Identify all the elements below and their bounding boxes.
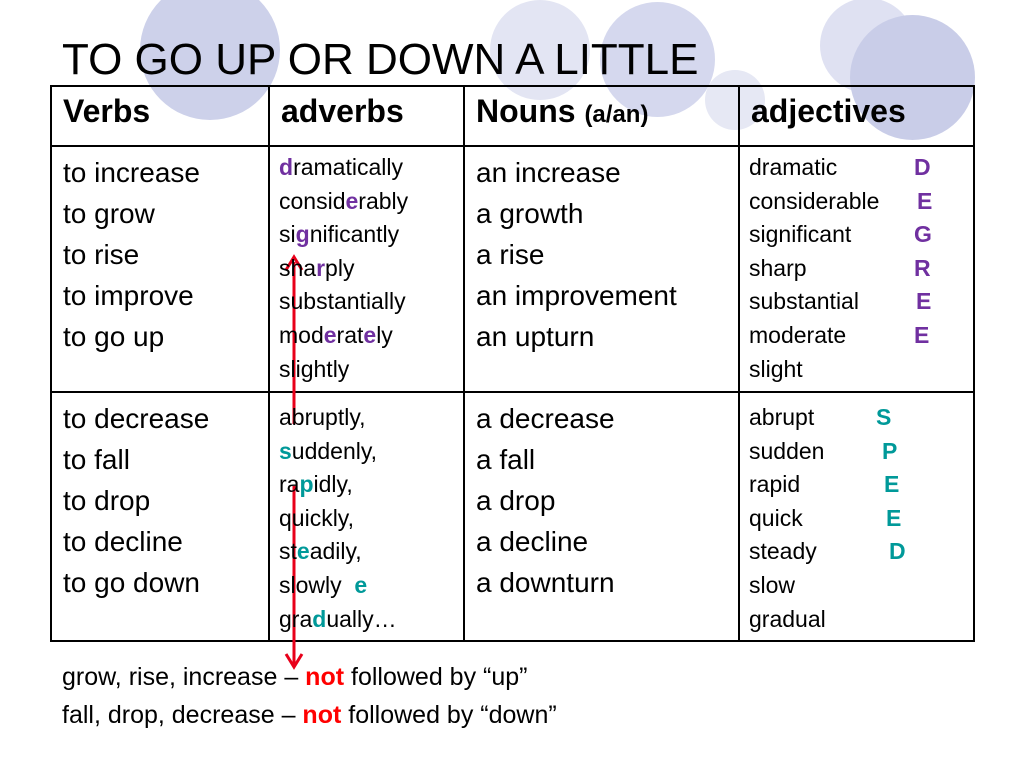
adverb-highlight-letter: p bbox=[299, 471, 314, 498]
adjective-word: gradual bbox=[749, 605, 826, 632]
note-up-after: followed by “up” bbox=[344, 663, 528, 691]
adverb-item bbox=[279, 603, 463, 637]
adjective-item bbox=[749, 285, 973, 319]
adverb-text: uddenly, bbox=[291, 437, 378, 464]
adverb-highlight-letter: s bbox=[279, 437, 292, 464]
adverb-item bbox=[279, 185, 463, 219]
adverb-text: slightly bbox=[279, 355, 350, 382]
adverb-highlight-letter: g bbox=[295, 221, 310, 248]
header-adverbs: adverbs bbox=[269, 86, 464, 146]
adverb-item bbox=[279, 285, 463, 319]
down-adverbs-list bbox=[270, 393, 463, 636]
adjective-letter: E bbox=[884, 471, 900, 498]
down-adverbs-cell bbox=[269, 392, 464, 641]
adverb-highlight-letter: e bbox=[323, 321, 337, 348]
adverb-text: st bbox=[279, 538, 297, 565]
adverb-item bbox=[279, 151, 463, 185]
adverb-text: ply bbox=[325, 254, 355, 281]
note-up bbox=[62, 661, 527, 693]
note-down-before: fall, drop, decrease – bbox=[62, 701, 303, 729]
header-nouns-label: Nouns bbox=[476, 93, 576, 129]
adverb-item bbox=[279, 218, 463, 252]
adjective-item bbox=[749, 353, 973, 387]
header-row bbox=[51, 86, 974, 146]
adverb-text: substantially bbox=[279, 288, 406, 315]
adjective-item bbox=[749, 569, 973, 603]
list-item: to drop bbox=[63, 485, 151, 516]
adverb-text: ly bbox=[376, 321, 393, 348]
adjective-word: sudden bbox=[749, 437, 825, 464]
down-nouns-cell bbox=[464, 392, 739, 641]
page-title: TO GO UP OR DOWN A LITTLE bbox=[62, 35, 699, 84]
list-item: to decrease bbox=[63, 403, 210, 434]
up-nouns-cell bbox=[464, 146, 739, 392]
adjective-item bbox=[749, 502, 973, 536]
list-item: to fall bbox=[63, 444, 130, 475]
adverb-text: nificantly bbox=[309, 221, 400, 248]
up-adjectives-cell bbox=[739, 146, 974, 392]
list-item: to go up bbox=[63, 321, 165, 352]
list-item: a drop bbox=[476, 485, 556, 516]
list-item: a decrease bbox=[476, 403, 615, 434]
adverb-highlight-letter: e bbox=[345, 187, 359, 214]
adverb-text: gra bbox=[279, 605, 313, 632]
adjective-item bbox=[749, 185, 973, 219]
adverb-highlight-letter: e bbox=[354, 571, 368, 598]
down-verbs-cell bbox=[51, 392, 269, 641]
adjective-item bbox=[749, 252, 973, 286]
adverb-highlight-letter: d bbox=[279, 154, 294, 180]
up-verbs-list bbox=[52, 147, 268, 357]
adverb-text: ra bbox=[279, 471, 300, 498]
up-verbs-cell bbox=[51, 146, 269, 392]
header-nouns-article: (a/an) bbox=[584, 101, 649, 128]
adverb-text: sha bbox=[279, 254, 317, 281]
note-down-not: not bbox=[302, 701, 342, 729]
header-verbs: Verbs bbox=[51, 86, 269, 146]
adverb-text: abruptly, bbox=[279, 404, 366, 430]
adjective-word: significant bbox=[749, 221, 852, 248]
adverb-highlight-letter: e bbox=[363, 321, 377, 348]
header-nouns bbox=[464, 86, 739, 146]
adjective-word: moderate bbox=[749, 321, 847, 348]
list-item: an upturn bbox=[476, 321, 595, 352]
up-adverbs-cell bbox=[269, 146, 464, 392]
adjective-letter: E bbox=[914, 321, 930, 348]
adjective-word: substantial bbox=[749, 288, 859, 315]
adjective-letter: P bbox=[882, 437, 898, 464]
adjective-word: abrupt bbox=[749, 404, 815, 430]
list-item: a decline bbox=[476, 526, 589, 557]
adverb-item bbox=[279, 502, 463, 536]
down-nouns-list bbox=[465, 393, 738, 603]
list-item: to improve bbox=[63, 280, 194, 311]
adjective-item bbox=[749, 435, 973, 469]
table-row-up bbox=[51, 146, 974, 392]
adjective-letter: G bbox=[914, 221, 932, 248]
note-down-after: followed by “down” bbox=[341, 701, 557, 729]
adverb-highlight-letter: d bbox=[312, 605, 327, 632]
down-adjectives-cell bbox=[739, 392, 974, 641]
adverb-item bbox=[279, 435, 463, 469]
list-item: to increase bbox=[63, 157, 200, 188]
adverb-item bbox=[279, 252, 463, 286]
adjective-letter: R bbox=[914, 254, 931, 281]
adjective-word: slight bbox=[749, 355, 803, 382]
adverb-item bbox=[279, 535, 463, 569]
adverb-text: consid bbox=[279, 187, 346, 214]
adjective-item bbox=[749, 535, 973, 569]
list-item: to go down bbox=[63, 567, 200, 598]
down-verbs-list bbox=[52, 393, 268, 603]
adjective-letter: E bbox=[916, 288, 932, 315]
adverb-item bbox=[279, 569, 463, 603]
adjective-item bbox=[749, 151, 973, 185]
adjective-word: slow bbox=[749, 571, 796, 598]
adverb-text: slowly bbox=[279, 571, 355, 598]
adjective-item bbox=[749, 218, 973, 252]
adjective-word: quick bbox=[749, 504, 803, 531]
adjective-word: sharp bbox=[749, 254, 807, 281]
adjective-letter: E bbox=[886, 504, 902, 531]
vocabulary-table bbox=[50, 85, 975, 642]
adverb-text: rably bbox=[358, 187, 409, 214]
adjective-item bbox=[749, 401, 973, 435]
up-adjectives-list bbox=[740, 147, 973, 386]
adverb-text: ramatically bbox=[293, 154, 403, 180]
adverb-item bbox=[279, 401, 463, 435]
adverb-highlight-letter: r bbox=[316, 254, 326, 281]
adverb-text: ually… bbox=[326, 605, 397, 632]
list-item: to grow bbox=[63, 198, 155, 229]
note-down bbox=[62, 699, 557, 731]
down-adjectives-list bbox=[740, 393, 973, 636]
adverb-text: idly, bbox=[313, 471, 353, 498]
list-item: to decline bbox=[63, 526, 183, 557]
adjective-letter: E bbox=[917, 187, 933, 214]
adverb-text: adily, bbox=[309, 538, 362, 565]
adverb-text: rat bbox=[336, 321, 364, 348]
adverb-text: quickly, bbox=[279, 504, 354, 531]
adjective-letter: S bbox=[876, 404, 892, 430]
adjective-letter: D bbox=[914, 154, 931, 180]
adjective-item bbox=[749, 603, 973, 637]
up-nouns-list bbox=[465, 147, 738, 357]
list-item: to rise bbox=[63, 239, 140, 270]
list-item: an improvement bbox=[476, 280, 677, 311]
adverb-item bbox=[279, 353, 463, 387]
table-row-down bbox=[51, 392, 974, 641]
adverb-item bbox=[279, 468, 463, 502]
list-item: a fall bbox=[476, 444, 536, 475]
adverb-text: si bbox=[279, 221, 296, 248]
adverb-text: mod bbox=[279, 321, 324, 348]
adjective-word: considerable bbox=[749, 187, 880, 214]
note-up-not: not bbox=[305, 663, 345, 691]
adjective-item bbox=[749, 319, 973, 353]
up-adverbs-list bbox=[270, 147, 463, 386]
list-item: a rise bbox=[476, 239, 545, 270]
adverb-highlight-letter: e bbox=[296, 538, 310, 565]
adjective-word: rapid bbox=[749, 471, 801, 498]
list-item: a downturn bbox=[476, 567, 615, 598]
adverb-item bbox=[279, 319, 463, 353]
adjective-letter: D bbox=[889, 538, 906, 565]
adjective-item bbox=[749, 468, 973, 502]
list-item: an increase bbox=[476, 157, 621, 188]
list-item: a growth bbox=[476, 198, 584, 229]
adjective-word: steady bbox=[749, 538, 817, 565]
header-adjectives: adjectives bbox=[739, 86, 974, 146]
note-up-before: grow, rise, increase – bbox=[62, 663, 306, 691]
adjective-word: dramatic bbox=[749, 154, 838, 180]
